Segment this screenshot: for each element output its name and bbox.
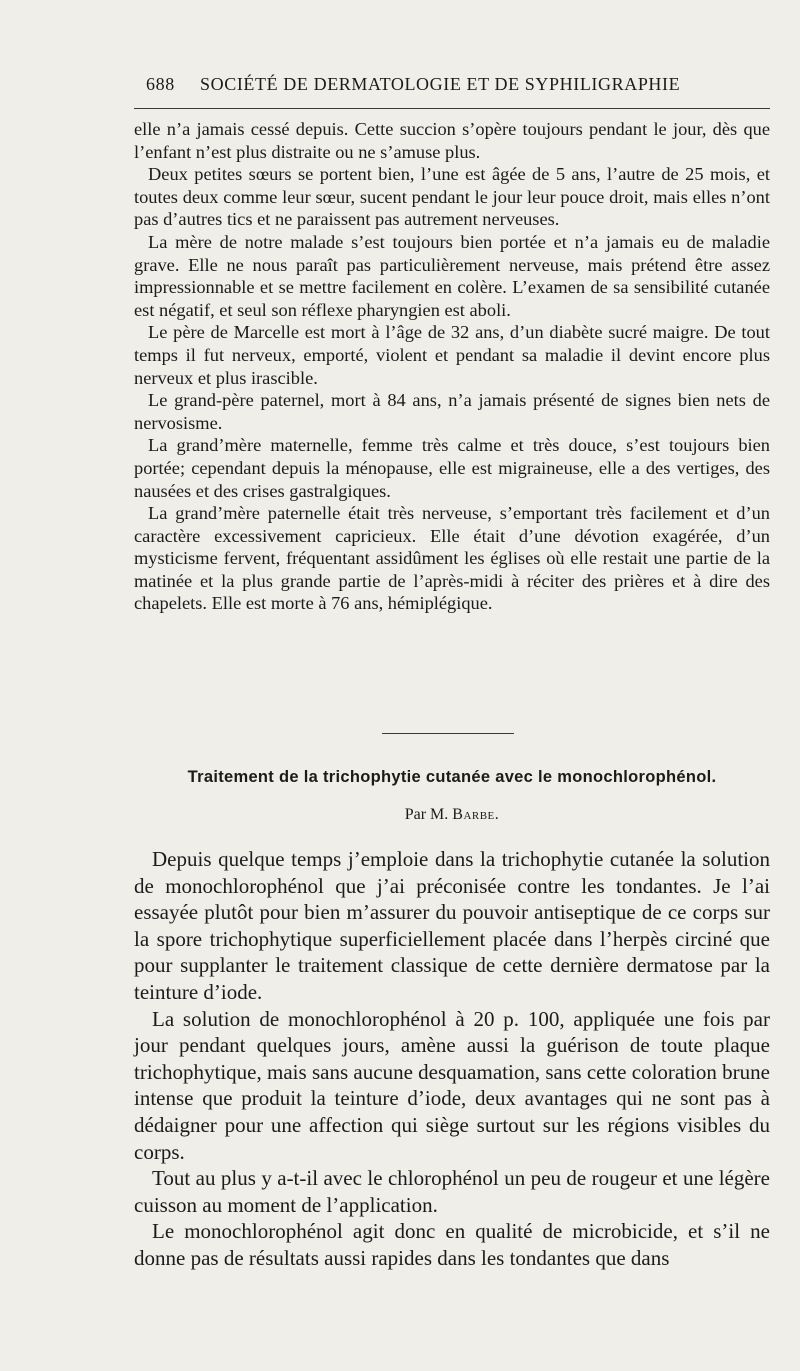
previous-article-text (134, 118, 770, 615)
page-number: 688 (146, 74, 175, 94)
paragraph: Depuis quelque temps j’emploie dans la trichophytie cutanée la solution de monochlorophénol que j’ai préconisée contre les tondantes. Je l’ai essayée plutôt pour bien m’assurer du pouvoir antiseptique de ce corps sur la spore trichophytique superficiellement placée dans l’herpès circiné que pour supplanter le traitement classique de cette dernière dermatose par la teinture d’iode. (134, 847, 770, 1004)
article-body (134, 846, 770, 1272)
header-rule (134, 108, 770, 109)
byline-prefix: Par M. (404, 806, 449, 823)
paragraph: Le père de Marcelle est mort à l’âge de 32 ans, d’un diabète sucré maigre. De tout temps il fut nerveux, emporté, violent et pendant sa maladie il devint encore plus nerveux et plus irascible. (134, 322, 770, 388)
article-title: Traitement de la trichophytie cutanée avec le monochlorophénol. (187, 768, 717, 786)
paragraph: La mère de notre malade s’est toujours bien portée et n’a jamais eu de maladie grave. Elle ne nous paraît pas particulièrement nerveuse, mais prétend être assez impressionnable et se mettre facilement en colère. L’examen de sa sensibilité cutanée est négatif, et seul son réflexe pharyngien est aboli. (134, 231, 770, 320)
paragraph: Deux petites sœurs se portent bien, l’une est âgée de 5 ans, l’autre de 25 mois, et toutes deux comme leur sœur, sucent pendant le jour leur pouce droit, mais elles n’ont pas d’autres tics et ne paraissent pas autrement nerveuses. (134, 164, 770, 230)
author-name: Barbe. (452, 806, 500, 823)
paragraph: elle n’a jamais cessé depuis. Cette succion s’opère toujours pendant le jour, dès que l’enfant n’est plus distraite ou ne s’amuse plus. (134, 119, 770, 162)
paragraph: La grand’mère paternelle était très nerveuse, s’emportant très facilement et d’un caractère excessivement capricieux. Elle était d’une dévotion exagérée, d’un mysticisme fervent, fréquentant assidûment les églises où elle restait une partie de la matinée et la plus grande partie de l’après-midi à réciter des prières et à dire des chapelets. Elle est morte à 76 ans, hémiplégique. (134, 503, 770, 614)
paragraph: Le monochlorophénol agit donc en qualité de microbicide, et s’il ne donne pas de résultats aussi rapides dans les tondantes que dans (134, 1219, 770, 1270)
paragraph: Tout au plus y a-t-il avec le chlorophénol un peu de rougeur et une légère cuisson au moment de l’application. (134, 1166, 770, 1217)
running-title: SOCIÉTÉ DE DERMATOLOGIE ET DE SYPHILIGRAPHIE (200, 74, 681, 94)
paragraph: La grand’mère maternelle, femme très calme et très douce, s’est toujours bien portée; cependant depuis la ménopause, elle est migraineuse, elle a des vertiges, des nausées et des crises gastralgiques. (134, 435, 770, 501)
section-divider (382, 733, 514, 734)
byline (134, 806, 770, 824)
paragraph: La solution de monochlorophénol à 20 p. 100, appliquée une fois par jour pendant quelques jours, amène aussi la guérison de toute plaque trichophytique, mais sans aucune desquamation, sans cette coloration brune intense que produit la teinture d’iode, deux avantages qui ne sont pas à dédaigner pour une affection qui siège surtout sur les régions visibles du corps. (134, 1006, 770, 1164)
paragraph: Le grand-père paternel, mort à 84 ans, n’a jamais présenté de signes bien nets de nervosisme. (134, 390, 770, 433)
